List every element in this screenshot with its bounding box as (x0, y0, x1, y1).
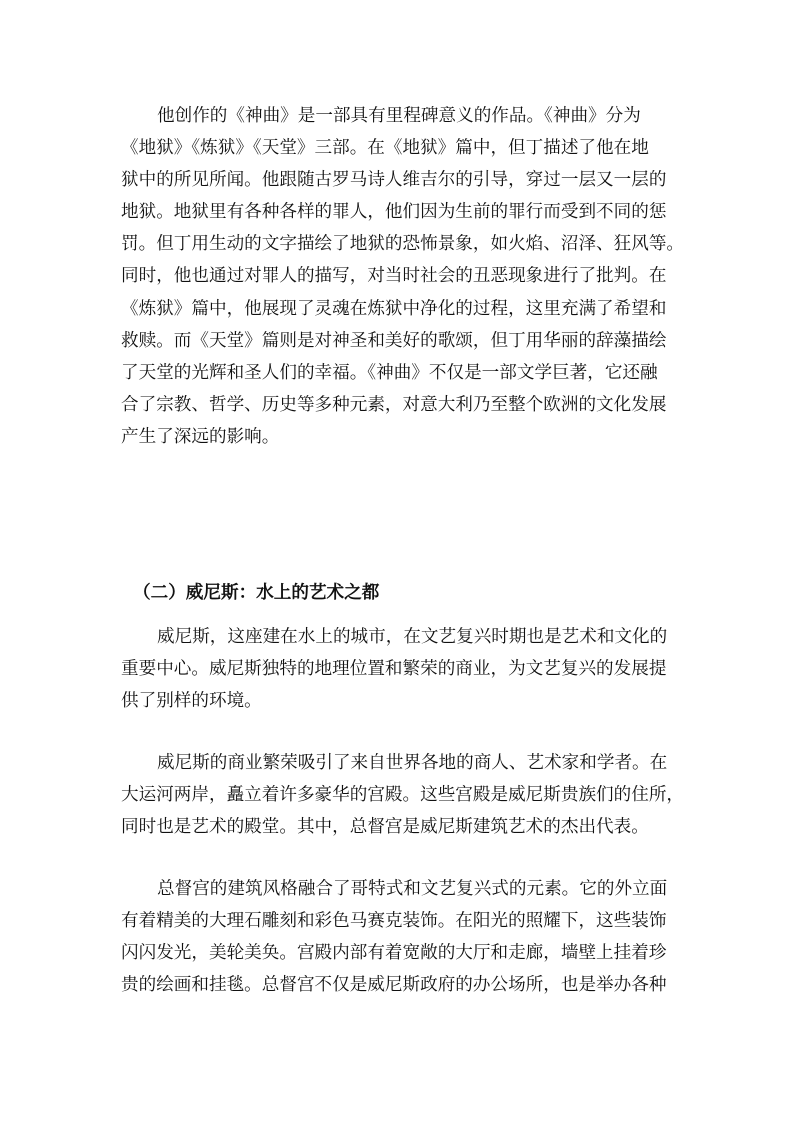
paragraph-line: 了天堂的光辉和圣人们的幸福。《神曲》不仅是一部文学巨著，它还融 (121, 362, 658, 383)
paragraph-line: 地狱。地狱里有各种各样的罪人，他们因为生前的罪行而受到不同的惩 (121, 202, 667, 223)
paragraph-line: 闪闪发光，美轮美奂。宫殿内部有着宽敞的大厅和走廊，墙壁上挂着珍 (121, 943, 667, 964)
paragraph-line: 有着精美的大理石雕刻和彩色马赛克装饰。在阳光的照耀下，这些装饰 (121, 911, 667, 932)
section-heading: （二）威尼斯：水上的艺术之都 (133, 582, 380, 603)
paragraph-line: 贵的绘画和挂毯。总督宫不仅是威尼斯政府的办公场所，也是举办各种 (121, 975, 667, 996)
paragraph-line: 狱中的所见所闻。他跟随古罗马诗人维吉尔的引导，穿过一层又一层的 (121, 170, 667, 191)
paragraph-venice-commerce (121, 747, 685, 843)
paragraph-line: 产生了深远的影响。 (121, 426, 280, 447)
paragraph-line: 威尼斯，这座建在水上的城市，在文艺复兴时期也是艺术和文化的 (157, 627, 668, 647)
paragraph-line: 同时，他也通过对罪人的描写，对当时社会的丑恶现象进行了批判。在 (121, 266, 667, 287)
paragraph-line: 罚。但丁用生动的文字描绘了地狱的恐怖景象，如火焰、沼泽、狂风等。 (121, 234, 685, 255)
paragraph-divine-comedy (121, 100, 685, 453)
paragraph-line: 合了宗教、哲学、历史等多种元素，对意大利乃至整个欧洲的文化发展 (121, 394, 667, 415)
paragraph-line: 他创作的《神曲》是一部具有里程碑意义的作品。《神曲》分为 (157, 106, 641, 126)
paragraph-line: 《炼狱》篇中，他展现了灵魂在炼狱中净化的过程，这里充满了希望和 (121, 298, 667, 319)
paragraph-line: 《地狱》《炼狱》《天堂》三部。在《地狱》篇中，但丁描述了他在地 (121, 138, 649, 159)
paragraph-line: 救赎。而《天堂》篇则是对神圣和美好的歌颂，但丁用华丽的辞藻描绘 (121, 330, 667, 351)
paragraph-line: 威尼斯的商业繁荣吸引了来自世界各地的商人、艺术家和学者。在 (157, 753, 668, 773)
paragraph-line: 同时也是艺术的殿堂。其中，总督宫是威尼斯建筑艺术的杰出代表。 (121, 817, 649, 838)
paragraph-line: 总督宫的建筑风格融合了哥特式和文艺复兴式的元素。它的外立面 (157, 879, 668, 899)
paragraph-line: 供了别样的环境。 (121, 691, 262, 712)
paragraph-line: 重要中心。威尼斯独特的地理位置和繁荣的商业，为文艺复兴的发展提 (121, 659, 667, 680)
paragraph-line: 大运河两岸，矗立着许多豪华的宫殿。这些宫殿是威尼斯贵族们的住所， (121, 785, 685, 806)
paragraph-doges-palace (121, 873, 673, 1001)
paragraph-venice-intro (121, 621, 673, 717)
